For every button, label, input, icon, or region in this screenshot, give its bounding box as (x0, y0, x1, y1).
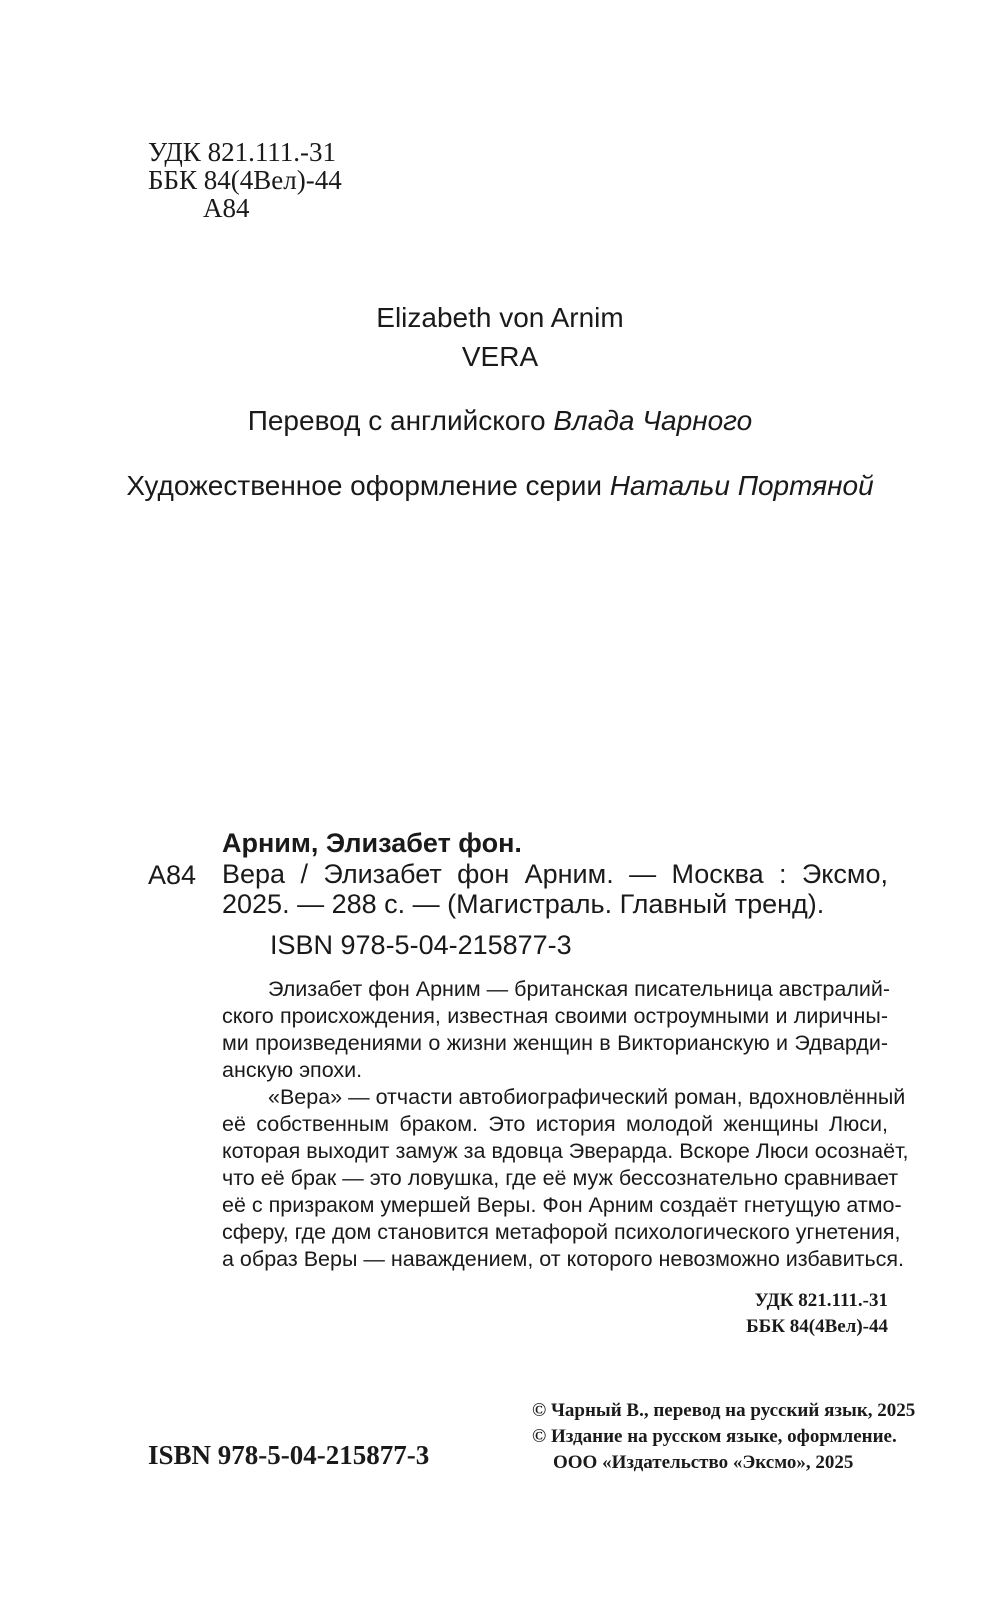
catalog-author-mark: А84 (148, 860, 197, 890)
catalog-isbn: ISBN 978-5-04-215877-3 (270, 930, 572, 960)
designer-name: Натальи Портяной (609, 470, 874, 501)
bottom-isbn: ISBN 978-5-04-215877-3 (148, 1440, 430, 1470)
design-prefix: Художественное оформление серии (126, 470, 610, 501)
catalog-line-1: Вера / Элизабет фон Арним. — Москва : Эксмо, (222, 859, 888, 889)
top-udk-code: УДК 821.111.-31 (148, 137, 337, 167)
original-author: Elizabeth von Arnim (376, 302, 624, 333)
bottom-bbk-code: ББК 84(4Вел)-44 (746, 1316, 888, 1337)
design-credit (0, 470, 1000, 502)
annotation-line: сферу, где дом становится метафорой психологического угнетения, (222, 1220, 901, 1244)
translation-credit (0, 405, 1000, 437)
annotation-line: её с призраком умершей Веры. Фон Арним создаёт гнетущую атмо- (222, 1193, 902, 1217)
annotation-line: ми произведениями о жизни женщин в Викторианскую и Эдварди- (222, 1031, 888, 1055)
annotation-line: Элизабет фон Арним — британская писательница австралий- (268, 977, 891, 1001)
annotation-line: «Вера» — отчасти автобиографический роман, вдохновлённый (268, 1085, 906, 1109)
annotation-line: а образ Веры — наваждением, от которого невозможно избавиться. (222, 1247, 905, 1271)
catalog-line-2: 2025. — 288 с. — (Магистраль. Главный тренд). (222, 889, 825, 919)
copyright-publisher: ООО «Издательство «Эксмо», 2025 (553, 1452, 854, 1473)
top-author-mark: А84 (203, 193, 250, 223)
annotation-line: что её брак — это ловушка, где её муж бессознательно сравнивает (222, 1166, 899, 1190)
annotation-line: анскую эпохи. (222, 1058, 363, 1082)
bottom-udk-code: УДК 821.111.-31 (754, 1290, 888, 1311)
translation-prefix: Перевод с английского (247, 405, 554, 436)
annotation-line: её собственным браком. Это история молодой женщины Люси, (222, 1112, 888, 1136)
original-title: VERA (461, 341, 539, 372)
annotation-line: которая выходит замуж за вдовца Эверарда. Вскоре Люси осознаёт, (222, 1139, 909, 1163)
copyright-edition: © Издание на русском языке, оформление. (532, 1426, 897, 1447)
copyright-translation: © Чарный В., перевод на русский язык, 2025 (532, 1400, 916, 1421)
annotation-line: ского происхождения, известная своими остроумными и лиричны- (222, 1004, 888, 1028)
translator-name: Влада Чарного (553, 405, 753, 436)
top-bbk-code: ББК 84(4Вел)-44 (148, 165, 342, 195)
catalog-heading: Арним, Элизабет фон. (222, 828, 522, 858)
